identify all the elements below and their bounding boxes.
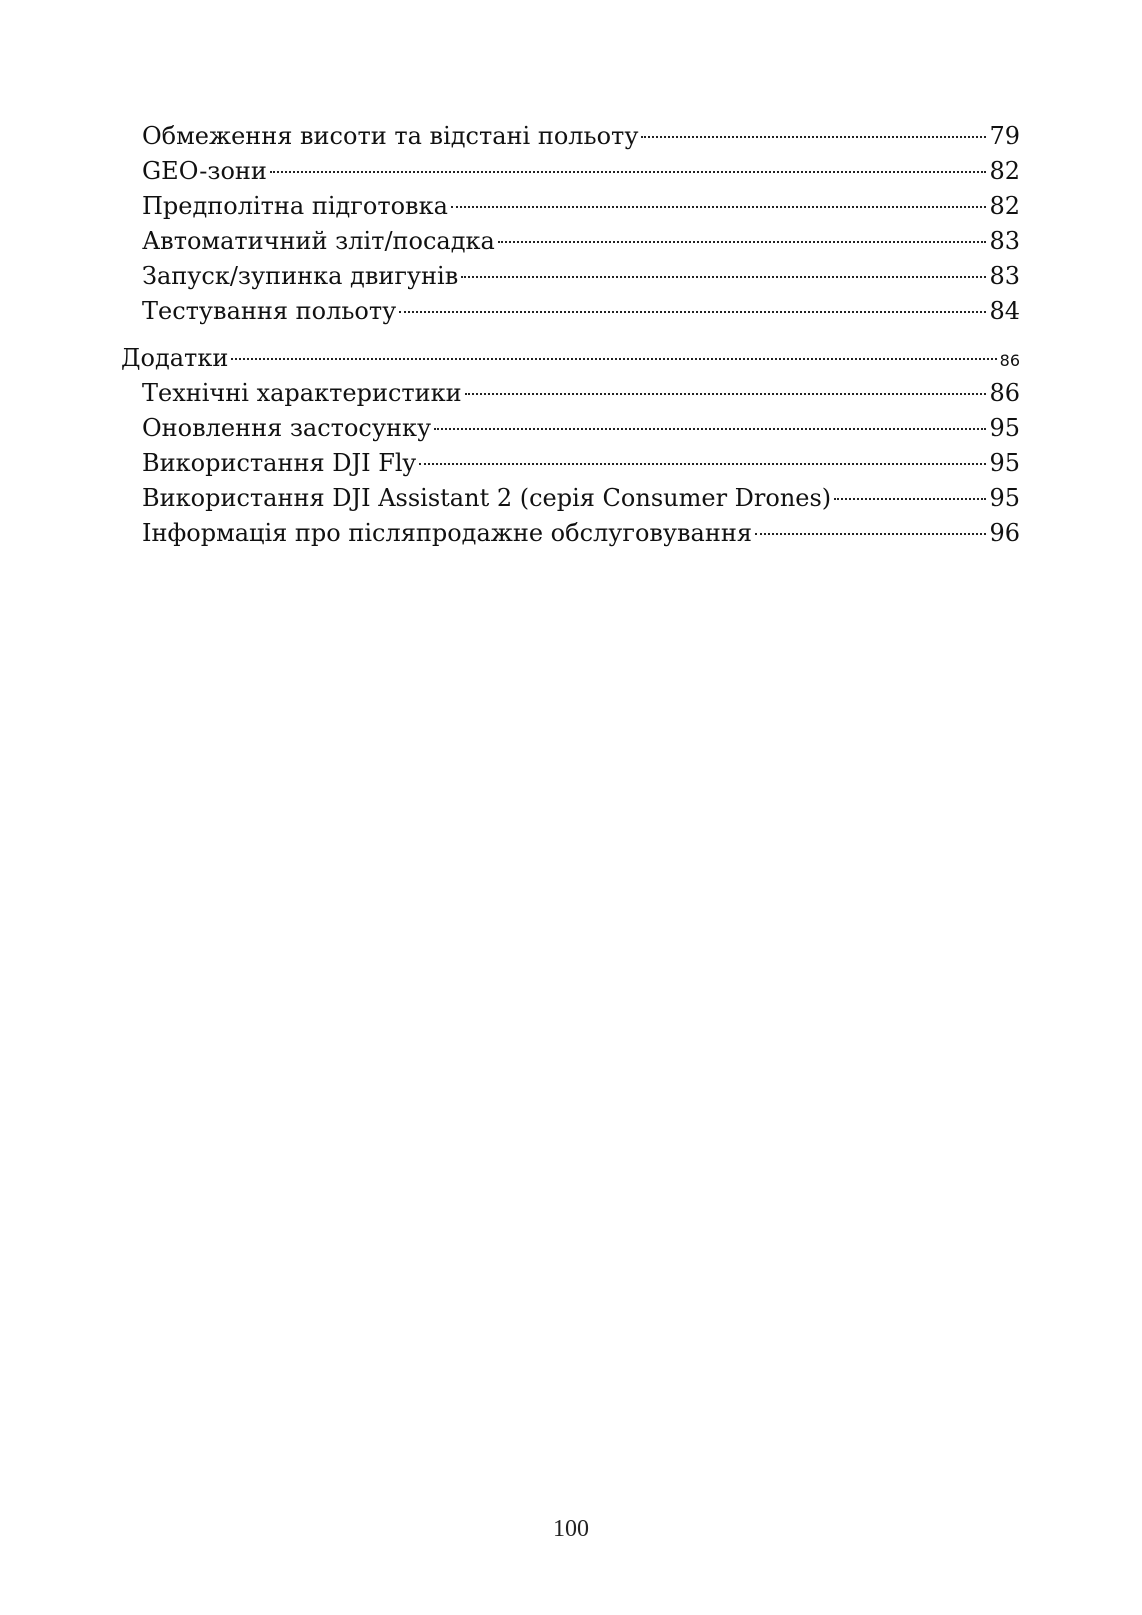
toc-entry-title: Використання DJI Assistant 2 (серія Consumer Drones) [142,484,832,512]
toc-entry-page: 96 [989,519,1020,547]
toc-entry[interactable] [142,294,1020,328]
toc-entry-title: Обмеження висоти та відстані польоту [142,122,639,150]
toc-entry-title: Оновлення застосунку [142,414,432,442]
toc-leader-dots [419,463,986,465]
toc-entry-page: 83 [989,262,1020,290]
toc-entry-title: Інформація про післяпродажне обслуговування [142,519,752,547]
toc-entry-page: 84 [989,297,1020,325]
toc-leader-dots [834,498,986,500]
toc-leader-dots [434,428,986,430]
toc-entry-title: Автоматичний зліт/посадка [142,227,495,255]
toc-entry-title: Використання DJI Fly [142,449,417,477]
toc-entry-title: Запуск/зупинка двигунів [142,262,459,290]
toc-entry[interactable] [142,516,1020,550]
toc-section-entry[interactable] [121,341,1020,375]
toc-leader-dots [755,533,986,535]
toc-entry[interactable] [142,446,1020,480]
toc-entry-page: 86 [989,379,1020,407]
toc-leader-dots [451,206,987,208]
toc-entry-title: Предполітна підготовка [142,192,448,220]
toc-entry-title: GEO-зони [142,157,267,185]
toc-entry[interactable] [142,224,1020,258]
toc-entry-page: 79 [989,122,1020,150]
toc-leader-dots [461,276,986,278]
toc-entry-title: Тестування польоту [142,297,397,325]
toc-leader-dots [641,136,986,138]
toc-entry-page: 95 [989,484,1020,512]
toc-leader-dots [465,393,987,395]
toc-section-page: 86 [999,351,1020,370]
toc-entry-page: 95 [989,449,1020,477]
toc-entry-title: Технічні характеристики [142,379,462,407]
toc-entry-page: 82 [989,157,1020,185]
toc-entry[interactable] [142,376,1020,410]
toc-entry[interactable] [142,154,1020,188]
toc-leader-dots [399,311,986,313]
toc-leader-dots [231,358,996,360]
toc-entry[interactable] [142,411,1020,445]
toc-entry[interactable] [142,259,1020,293]
toc-entry[interactable] [142,189,1020,223]
page-number: 100 [553,1516,589,1542]
toc-leader-dots [498,241,987,243]
toc-entry[interactable] [142,481,1020,515]
toc-entry-page: 82 [989,192,1020,220]
toc-entry-page: 83 [989,227,1020,255]
toc-leader-dots [270,171,987,173]
toc-section-title: Додатки [121,344,229,372]
toc-entry-page: 95 [989,414,1020,442]
toc-entry[interactable] [142,119,1020,153]
